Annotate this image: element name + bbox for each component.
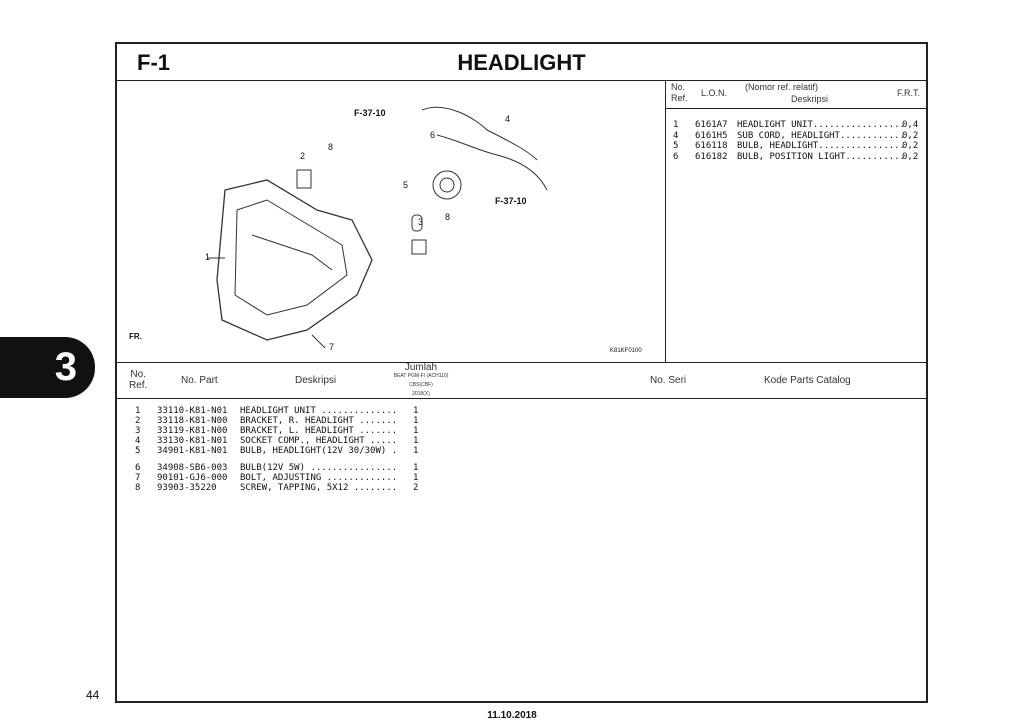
col-ref: No. Ref. <box>129 369 148 391</box>
description: BULB(12V 5W) ................ <box>240 463 398 473</box>
parts-header <box>117 362 926 399</box>
lon-code: 6161H5 <box>695 130 728 141</box>
headlight-illustration <box>117 80 665 362</box>
ref: 5 <box>135 446 141 456</box>
table-row <box>135 436 435 446</box>
date: 11.10.2018 <box>487 710 537 721</box>
col-lon: L.O.N. <box>701 88 728 98</box>
col-serial: No. Seri <box>650 375 687 386</box>
exploded-diagram <box>117 80 666 362</box>
description: BULB, HEADLIGHT................ <box>737 141 905 151</box>
model-type: CBS(CBF) <box>409 382 433 388</box>
frt: 0,2 <box>902 151 919 162</box>
table-row <box>135 483 435 493</box>
lon-row <box>673 141 923 151</box>
callout-3: 3 <box>418 217 424 227</box>
description: BULB, HEADLIGHT(12V 30/30W) . <box>240 446 398 456</box>
lon-code: 616182 <box>695 151 728 162</box>
description: BOLT, ADJUSTING ............. <box>240 473 398 483</box>
page-title: HEADLIGHT <box>457 50 586 75</box>
description: BULB, POSITION LIGHT........... <box>737 151 905 162</box>
lon-row <box>673 120 923 130</box>
chapter-tab: 3 <box>0 337 95 398</box>
lon-header <box>665 80 926 109</box>
frt: 0,2 <box>902 130 919 141</box>
table-row <box>135 446 435 456</box>
quantity: 1 <box>413 436 419 446</box>
ref: 5 <box>673 141 679 151</box>
ref: 1 <box>135 406 141 416</box>
title-row <box>117 44 926 81</box>
description: SOCKET COMP., HEADLIGHT ..... <box>240 436 398 446</box>
table-row <box>135 463 435 473</box>
lon-table <box>665 80 926 362</box>
callout-4: 4 <box>505 114 511 124</box>
ref: 4 <box>673 130 679 141</box>
ref-label[interactable]: F-37-10 <box>495 196 527 206</box>
front-arrow-label: FR. <box>129 332 142 341</box>
model-year: 2018(X) <box>412 391 430 397</box>
lon-row <box>673 131 923 141</box>
table-row <box>135 406 435 416</box>
ref: 2 <box>135 416 141 426</box>
description: HEADLIGHT UNIT................. <box>737 120 905 130</box>
col-frt: F.R.T. <box>896 88 920 98</box>
ref: 3 <box>135 426 141 436</box>
part-number: 34901-K81-N01 <box>157 446 228 456</box>
quantity: 1 <box>413 473 419 483</box>
frt: 0,2 <box>902 141 919 151</box>
part-number: 33110-K81-N01 <box>157 406 228 416</box>
callout-8b: 8 <box>445 212 451 222</box>
part-number: 93903-35220 <box>157 483 217 493</box>
col-part: No. Part <box>181 375 218 386</box>
ref: 4 <box>135 436 141 446</box>
ref: 6 <box>673 151 679 162</box>
description: SCREW, TAPPING, 5X12 ........ <box>240 483 398 493</box>
diagram-code: K81KF0100 <box>610 348 642 354</box>
table-row <box>135 416 435 426</box>
ref-label[interactable]: F-37-10 <box>354 108 386 118</box>
catalog-frame <box>115 42 928 703</box>
lon-code: 6161A7 <box>695 120 728 130</box>
part-number: 33118-K81-N00 <box>157 416 228 426</box>
quantity: 1 <box>413 406 419 416</box>
description: SUB CORD, HEADLIGHT............ <box>737 130 905 141</box>
part-number: 34908-SB6-003 <box>157 463 228 473</box>
model-name: BEAT PGM-FI (ACH110) <box>393 373 449 379</box>
col-qty: Jumlah <box>404 362 438 373</box>
callout-2: 2 <box>300 151 306 161</box>
col-desc: Deskripsi <box>295 375 337 386</box>
callout-8: 8 <box>328 142 334 152</box>
frt: 0,4 <box>902 120 919 130</box>
quantity: 1 <box>413 446 419 456</box>
page-number: 44 <box>86 688 100 702</box>
description: HEADLIGHT UNIT .............. <box>240 406 398 416</box>
part-number: 33119-K81-N00 <box>157 426 228 436</box>
description: BRACKET, R. HEADLIGHT ....... <box>240 416 398 426</box>
quantity: 1 <box>413 416 419 426</box>
table-row <box>135 426 435 436</box>
quantity: 1 <box>413 463 419 473</box>
description: BRACKET, L. HEADLIGHT ....... <box>240 426 398 436</box>
section-code: F-1 <box>137 50 170 75</box>
col-desc: Deskripsi <box>791 94 829 104</box>
lon-code: 616118 <box>695 141 728 151</box>
table-row <box>135 473 435 483</box>
col-ref: No. Ref. <box>671 82 688 103</box>
callout-5: 5 <box>403 180 409 190</box>
callout-6: 6 <box>430 130 436 140</box>
ref: 1 <box>673 120 679 130</box>
col-catalog: Kode Parts Catalog <box>764 375 851 386</box>
quantity: 2 <box>413 483 419 493</box>
part-number: 33130-K81-N01 <box>157 436 228 446</box>
ref: 6 <box>135 463 141 473</box>
quantity: 1 <box>413 426 419 436</box>
ref: 8 <box>135 483 141 493</box>
ref: 7 <box>135 473 141 483</box>
callout-7: 7 <box>329 342 335 352</box>
part-number: 90101-GJ6-000 <box>157 473 228 483</box>
lon-row <box>673 152 923 162</box>
col-desc-top: (Nomor ref. relatif) <box>745 82 819 92</box>
callout-1: 1 <box>205 252 211 262</box>
